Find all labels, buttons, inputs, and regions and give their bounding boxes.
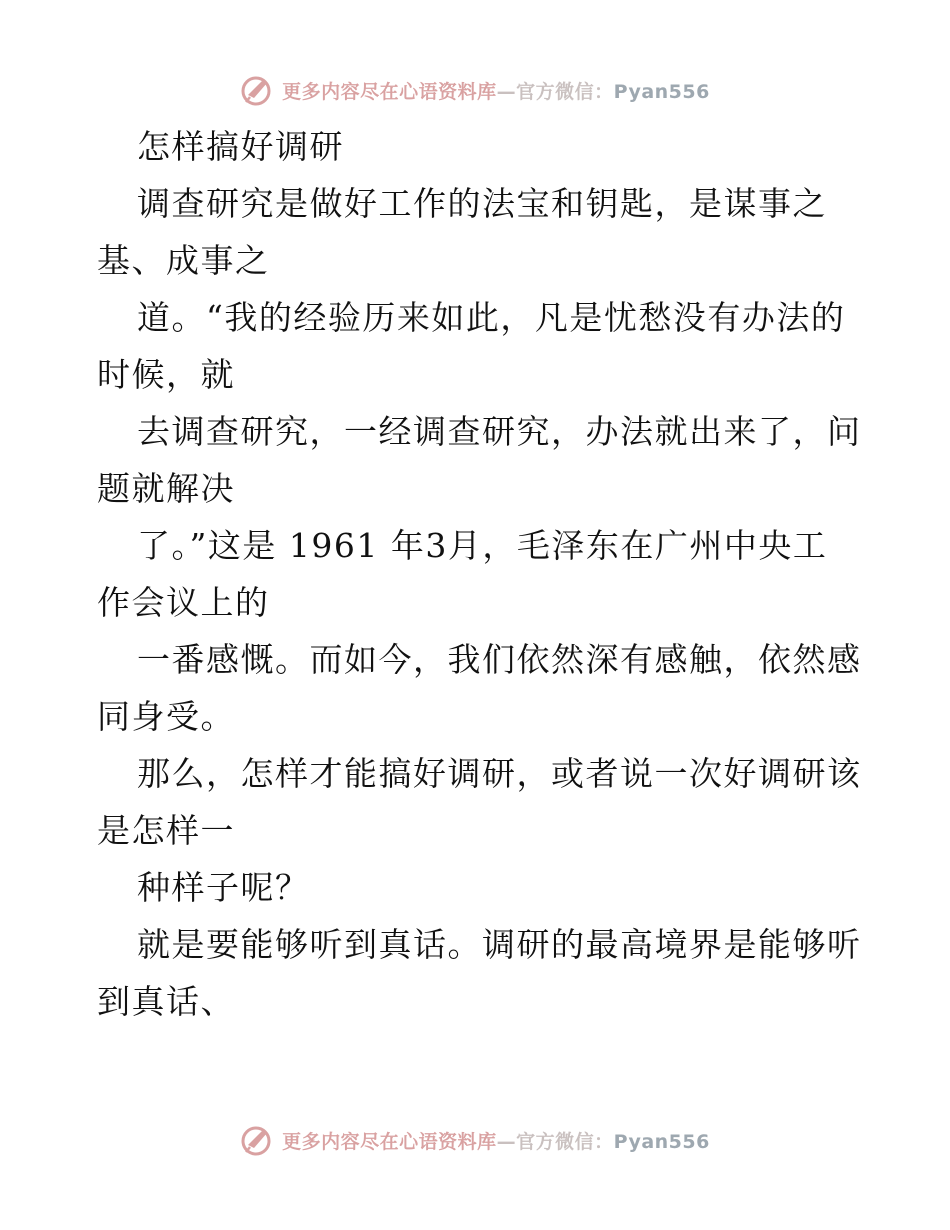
text-line: 去调查研究，一经调查研究，办法就出来了，问 bbox=[137, 412, 862, 451]
text-line: 就是要能够听到真话。调研的最高境界是能够听 bbox=[137, 925, 862, 964]
watermark-part2: —官方微信： bbox=[496, 1130, 614, 1153]
text-line: 到真话、 bbox=[97, 982, 235, 1021]
text-line: 怎样搞好调研 bbox=[137, 127, 344, 166]
pen-seal-logo-icon bbox=[240, 73, 274, 107]
watermark-part1: 更多内容尽在心语资料库 bbox=[282, 80, 497, 103]
watermark-part3: Pyan556 bbox=[613, 1130, 710, 1153]
text-line: 一番感慨。而如今，我们依然深有感触，依然感 bbox=[137, 640, 862, 679]
watermark-part3: Pyan556 bbox=[613, 80, 710, 103]
text-line: 那么，怎样才能搞好调研，或者说一次好调研该 bbox=[137, 754, 862, 793]
watermark-text bbox=[282, 77, 710, 104]
text-line: 基、成事之 bbox=[97, 241, 270, 280]
header-watermark bbox=[0, 70, 950, 110]
watermark-part1: 更多内容尽在心语资料库 bbox=[282, 1130, 497, 1153]
text-line: 调查研究是做好工作的法宝和钥匙，是谋事之 bbox=[137, 184, 827, 223]
watermark-part2: —官方微信： bbox=[496, 80, 614, 103]
text-line: 同身受。 bbox=[97, 697, 235, 736]
text-line: 题就解决 bbox=[97, 469, 235, 508]
text-line: 了。”这是 1961 年3月，毛泽东在广州中央工 bbox=[137, 526, 828, 565]
text-line: 作会议上的 bbox=[97, 583, 270, 622]
document-body bbox=[97, 118, 862, 1030]
text-line: 种样子呢？ bbox=[137, 868, 310, 907]
pen-seal-logo-icon bbox=[240, 1123, 274, 1157]
text-line: 道。“我的经验历来如此，凡是忧愁没有办法的 bbox=[137, 298, 846, 337]
watermark-text bbox=[282, 1127, 710, 1154]
text-line: 时候，就 bbox=[97, 355, 235, 394]
footer-watermark bbox=[0, 1120, 950, 1160]
text-line: 是怎样一 bbox=[97, 811, 235, 850]
